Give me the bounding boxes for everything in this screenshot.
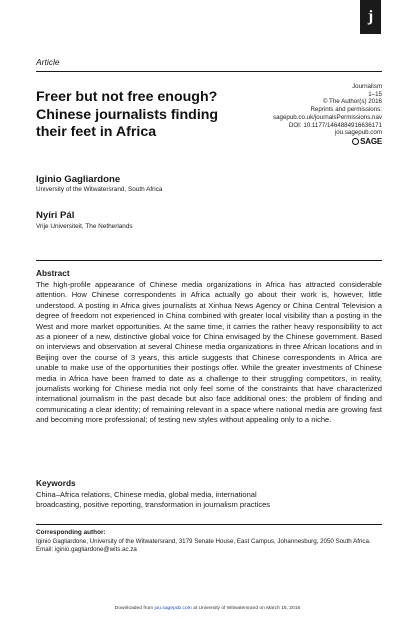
reprints-line: Reprints and permissions: bbox=[310, 106, 382, 114]
abstract-divider bbox=[36, 260, 382, 261]
corresponding-author-email[interactable]: Email: iginio.gagliardone@wits.ac.za bbox=[36, 546, 137, 554]
author-name: Nyíri Pál bbox=[36, 210, 75, 221]
journal-url[interactable]: jou.sagepub.com bbox=[334, 129, 382, 137]
abstract-heading: Abstract bbox=[36, 268, 70, 278]
footer-prefix: Downloaded from bbox=[114, 606, 154, 611]
abstract-text: The high-profile appearance of Chinese media organizations in Africa has attracted considerable attention. How Chinese correspondents in Africa actually go about their work is, however, little understood. A posting in Africa gives journalists at Xinhua News Agency or China Central Television a degree of freedom not experienced in China combined with greater local visibility than a posting in the West and more market opportunities. At the same time, it carries the rather heavy responsibility to act as a pioneer of a new, distinctive global voice for China envisaged by the Chinese government. Based on interviews and observation at several Chinese media organizations in three African locations and in Beijing over the course of 3 years, this article suggests that Chinese correspondents in Africa are unable to make use of the opportunities their postings offer. While the greater investments of Chinese media in Africa have been framed to date as a challenge to their struggling competitors, in reality, journalists working for Chinese media not only feel some of the constraints that have characterized international journalism in the past decade but also face additional ones: the problem of finding and communicating a clear identity; of remaining relevant in a space where national media are growing fast and becoming more professional; of testing new styles without appealing only to a niche. bbox=[36, 280, 382, 425]
doi-line[interactable]: DOI: 10.1177/1464884916636171 bbox=[288, 121, 382, 129]
article-title: Freer but not free enough? Chinese journalists finding their feet in Africa bbox=[36, 89, 219, 140]
page-range: 1–15 bbox=[368, 90, 382, 98]
publisher-logo bbox=[352, 138, 382, 146]
keywords-text: China–Africa relations, Chinese media, global media, international broadcasting, positive reporting, transformation in journalism practices bbox=[36, 490, 271, 510]
author-affiliation: Vrije Universiteit, The Netherlands bbox=[36, 223, 133, 230]
footnote-divider bbox=[36, 524, 382, 525]
footer-suffix: at University of Witwatersrand on March 15, 2016 bbox=[193, 606, 301, 611]
corresponding-author-details bbox=[36, 538, 382, 555]
sage-circle-icon bbox=[352, 138, 359, 145]
journal-name: Journalism bbox=[352, 83, 382, 90]
header-divider bbox=[36, 71, 382, 72]
corresponding-author-heading: Corresponding author: bbox=[36, 529, 106, 536]
copyright-line: © The Author(s) 2016 bbox=[322, 98, 382, 106]
keywords-heading: Keywords bbox=[36, 478, 76, 488]
article-type-label: Article bbox=[36, 57, 60, 67]
publication-meta bbox=[273, 83, 382, 148]
publisher-logo-text: SAGE bbox=[360, 136, 382, 146]
permissions-link[interactable]: sagepub.co.uk/journalsPermissions.nav bbox=[272, 113, 382, 121]
corresponding-author-address: Iginio Gagliardone, University of the Witwatersrand, 3179 Senate House, East Campus, Johannesburg, 2050 South Africa. bbox=[36, 538, 371, 545]
footer-link[interactable]: jou.sagepub.com bbox=[154, 606, 192, 611]
journal-logo: j bbox=[360, 0, 381, 34]
author-affiliation: University of the Witwatersrand, South Africa bbox=[36, 186, 163, 193]
download-footer bbox=[0, 606, 415, 611]
author-name: Iginio Gagliardone bbox=[36, 174, 121, 185]
